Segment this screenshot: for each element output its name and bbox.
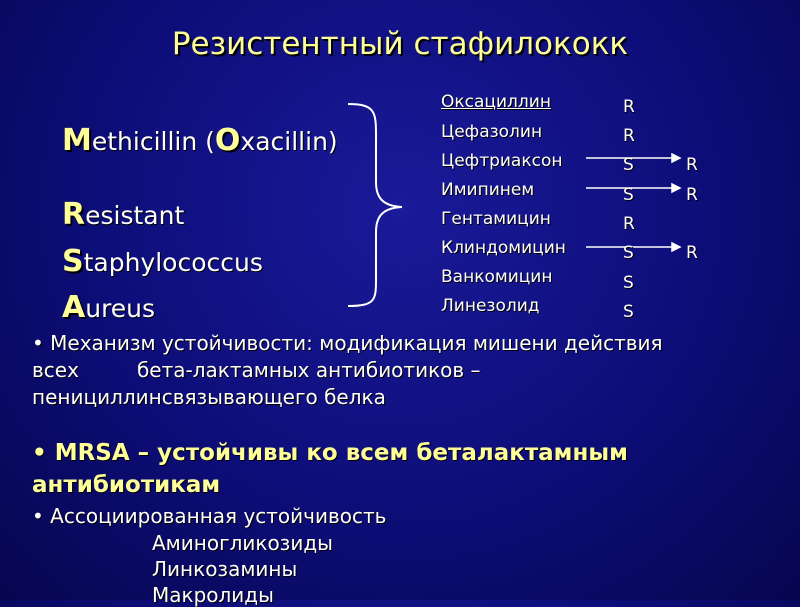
associated-item-lincosamides: Линкозамины	[152, 557, 298, 581]
associated-item-aminoglycosides: Аминогликозиды	[152, 531, 333, 555]
letter-s: S	[62, 244, 84, 279]
slide-title: Резистентный стафилококк	[171, 26, 629, 62]
result-imipenem: S	[623, 185, 634, 205]
mrsa-resistance-line-2: антибиотикам	[32, 472, 221, 498]
associated-item-macrolides: Макролиды	[152, 583, 274, 607]
resistant-rest: esistant	[85, 201, 185, 230]
letter-r: R	[62, 197, 86, 232]
staphylococcus-rest: taphylococcus	[83, 248, 263, 277]
arrowhead-clindamycin	[672, 243, 680, 251]
drug-clindamycin: Клиндомицин	[441, 238, 566, 258]
drug-vancomycin: Ванкомицин	[441, 267, 553, 287]
associated-resistance-heading: • Ассоциированная устойчивость	[32, 504, 387, 528]
letter-o: O	[214, 123, 241, 158]
result-oxacillin: R	[623, 97, 635, 117]
aureus-rest: ureus	[85, 294, 156, 323]
result-linezolid: S	[623, 302, 634, 322]
mechanism-line-3: пенициллинсвязывающего белка	[32, 385, 386, 409]
changed-clindamycin: R	[686, 243, 698, 263]
letter-m: M	[62, 123, 92, 158]
result-ceftriaxone: S	[623, 155, 634, 175]
drug-oxacillin: Оксациллин	[441, 92, 551, 112]
drug-ceftriaxone: Цефтриаксон	[441, 151, 563, 171]
result-gentamicin: R	[623, 214, 635, 234]
mechanism-line-2a: всех	[32, 358, 79, 382]
mechanism-line-1: • Механизм устойчивости: модификация мишени действия	[32, 331, 663, 355]
letter-a: A	[62, 290, 86, 325]
arrowhead-ceftriaxone	[672, 154, 680, 162]
mechanism-line-2b: бета-лактамных антибиотиков –	[136, 358, 481, 382]
mechanism-line-2	[32, 358, 481, 382]
changed-ceftriaxone: R	[686, 155, 698, 175]
changed-imipenem: R	[686, 185, 698, 205]
drug-linezolid: Линезолид	[441, 296, 540, 316]
result-clindamycin: S	[623, 243, 634, 263]
drug-cefazolin: Цефазолин	[441, 122, 543, 142]
result-cefazolin: R	[623, 126, 635, 146]
mrsa-resistance-line-1: • MRSA – устойчивы ко всем беталактамным	[32, 440, 628, 466]
methicillin-rest: ethicillin (	[91, 127, 215, 156]
drug-gentamicin: Гентамицин	[441, 209, 551, 229]
arrowhead-imipenem	[672, 184, 680, 192]
curly-brace	[348, 104, 402, 306]
drug-imipenem: Имипинем	[441, 180, 535, 200]
result-vancomycin: S	[623, 273, 634, 293]
oxacillin-rest: xacillin)	[240, 127, 338, 156]
